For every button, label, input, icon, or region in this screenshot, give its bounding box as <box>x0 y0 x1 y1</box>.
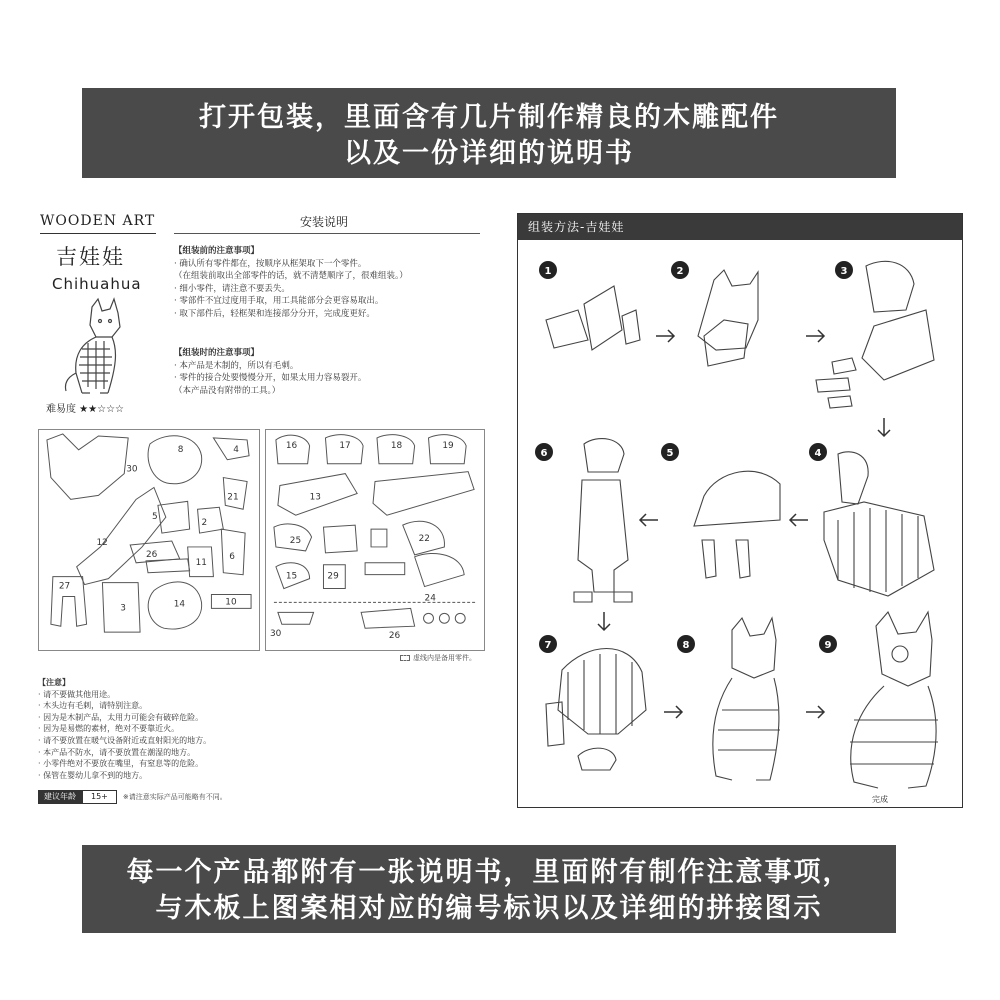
recommended-age <box>38 790 227 804</box>
product-name-en: Chihuahua <box>52 275 142 293</box>
assembly-steps-diagram <box>518 240 964 809</box>
manual-title: 安装说明 <box>299 215 348 229</box>
part-number: 26 <box>146 549 158 560</box>
part-number: 30 <box>126 464 138 475</box>
wood-board-a <box>38 429 260 651</box>
during-assembly-notes <box>174 347 366 397</box>
step-number: 8 <box>682 640 690 651</box>
wood-board-b <box>265 429 485 651</box>
dashed-box-icon <box>400 655 410 661</box>
part-number: 6 <box>229 551 235 562</box>
step-number: 6 <box>540 448 548 459</box>
top-banner-line-2: 以及一份详细的说明书 <box>344 138 634 169</box>
part-number: 30 <box>269 629 282 640</box>
part-number: 2 <box>201 518 208 529</box>
bottom-banner-line-1: 每一个产品都附有一张说明书，里面附有制作注意事项， <box>126 857 852 888</box>
before-note-item: · 细小零件，请注意不要丢失。 <box>174 283 290 294</box>
spare-parts-note <box>400 653 476 663</box>
warning-item: · 因为是易燃的素材，绝对不要靠近火。 <box>38 724 180 734</box>
bottom-banner-line-2: 与木板上图案相对应的编号标识以及详细的拼接图示 <box>155 893 823 924</box>
bottom-banner <box>82 845 896 933</box>
board-a-parts <box>39 430 259 650</box>
warning-item: · 小零件绝对不要放在嘴里，有窒息等的危险。 <box>38 759 204 769</box>
top-banner <box>82 88 896 178</box>
before-note-item: · 确认所有零件都在，按顺序从框架取下一个零件。 <box>174 258 367 269</box>
part-number: 18 <box>390 440 403 451</box>
part-number: 14 <box>173 599 186 610</box>
warning-item: · 请不要做其他用途。 <box>38 689 116 699</box>
warning-heading: 【注意】 <box>38 678 70 687</box>
spare-parts-text: 虚线内是备用零件。 <box>413 654 476 662</box>
during-notes-heading: 【组装时的注意事项】 <box>174 348 260 358</box>
during-note-item: · 零件的接合处要慢慢分开，如果太用力容易裂开。 <box>174 373 367 383</box>
before-note-item: · 取下部件后，轻框架和连接部分分开，完成度更好。 <box>174 308 375 319</box>
step-number: 1 <box>544 266 552 277</box>
warning-item: · 请不要放置在暖气设备附近或直射阳光的地方。 <box>38 735 212 745</box>
brand-divider <box>40 233 156 234</box>
step-number: 4 <box>814 448 822 459</box>
manual-divider <box>174 233 480 234</box>
part-number: 29 <box>327 571 339 582</box>
during-note-item: · 本产品是木制的，所以有毛刺。 <box>174 360 299 371</box>
part-number: 22 <box>418 533 430 544</box>
part-number: 16 <box>285 440 298 451</box>
instruction-sheet <box>34 207 490 812</box>
part-number: 13 <box>309 492 321 503</box>
part-number: 25 <box>289 535 302 546</box>
step-number: 5 <box>666 448 674 459</box>
product-name-zh: 吉娃娃 <box>56 245 125 269</box>
brand-label: WOODEN ART <box>40 213 156 229</box>
assembly-title: 组装方法-吉娃娃 <box>518 214 962 240</box>
part-number: 10 <box>225 597 237 608</box>
part-number: 24 <box>424 593 436 604</box>
part-number: 3 <box>120 603 126 614</box>
step-number: 7 <box>544 640 552 651</box>
age-note: ※请注意实际产品可能略有不同。 <box>122 793 227 801</box>
before-notes-heading: 【组装前的注意事项】 <box>174 246 260 256</box>
part-number: 4 <box>233 444 239 455</box>
completed-label: 完成 <box>872 795 888 804</box>
difficulty-rating: 难易度 ★★☆☆☆ <box>46 404 125 415</box>
part-number: 19 <box>442 440 454 451</box>
warning-item: · 保管在婴幼儿拿不到的地方。 <box>38 770 148 780</box>
assembly-panel <box>517 213 963 808</box>
part-number: 17 <box>339 440 351 451</box>
age-value: 15+ <box>82 790 117 804</box>
before-note-item: （在组装前取出全部零件的话，就不清楚顺序了，很难组装。） <box>174 271 408 281</box>
before-assembly-notes <box>174 245 408 320</box>
before-note-item: · 零部件不宜过度用手取，用工具能部分会更容易取出。 <box>174 296 384 306</box>
part-number: 26 <box>388 631 401 642</box>
part-number: 21 <box>227 492 239 503</box>
step-number: 9 <box>824 640 832 651</box>
part-number: 5 <box>151 512 158 523</box>
age-label: 建议年龄 <box>38 790 82 804</box>
warning-item: · 本产品不防水，请不要放置在潮湿的地方。 <box>38 747 196 757</box>
part-number: 27 <box>58 581 71 592</box>
board-b-parts <box>266 430 484 650</box>
warning-item: · 木头边有毛刺，请特别注意。 <box>38 701 148 711</box>
warning-item: · 因为是木制产品，太用力可能会有破碎危险。 <box>38 712 204 722</box>
part-number: 11 <box>195 557 207 568</box>
part-number: 12 <box>96 537 108 548</box>
part-number: 8 <box>177 444 184 455</box>
part-number: 15 <box>285 571 298 582</box>
during-note-item: （本产品没有附带的工具。） <box>174 385 281 396</box>
step-number: 2 <box>676 266 684 277</box>
top-banner-line-1: 打开包装，里面含有几片制作精良的木雕配件 <box>199 102 779 133</box>
warning-notes <box>38 677 211 781</box>
chihuahua-cover-illustration <box>52 297 142 397</box>
step-number: 3 <box>840 266 848 277</box>
